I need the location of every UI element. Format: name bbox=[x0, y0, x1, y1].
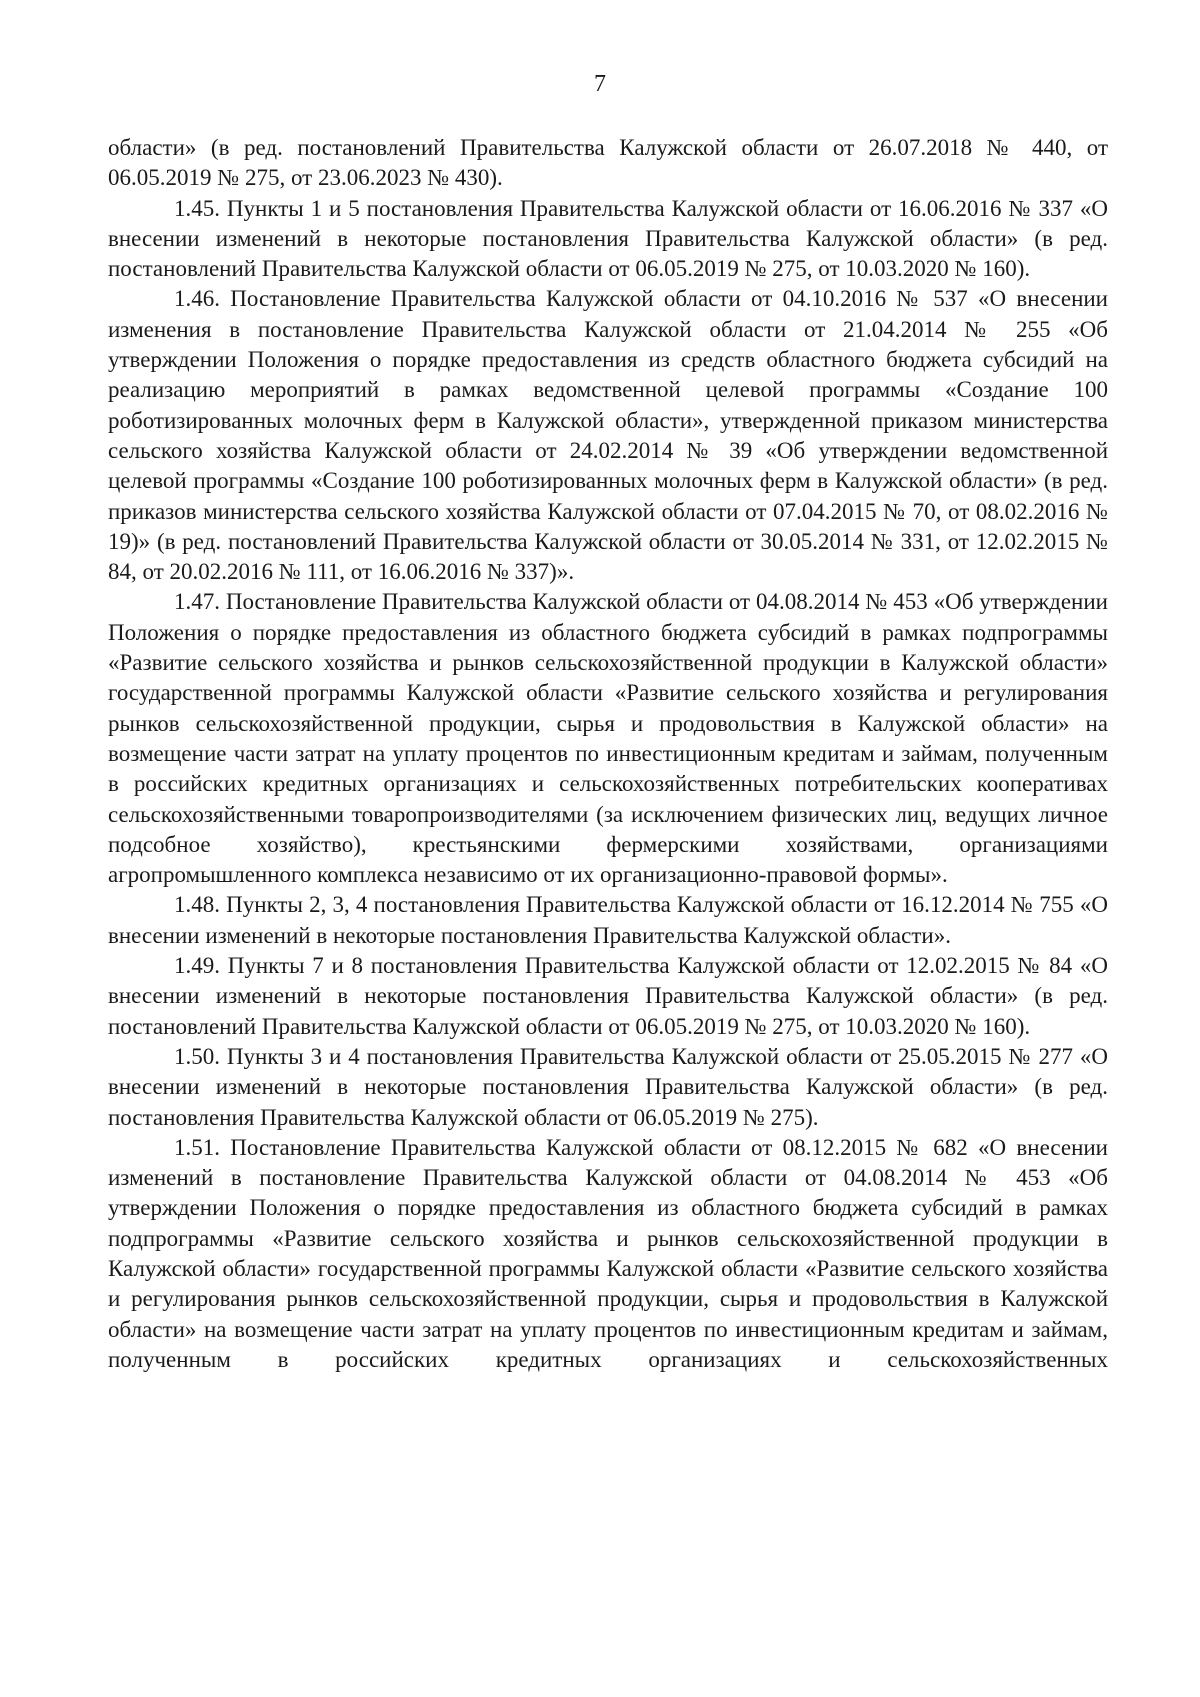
page-number: 7 bbox=[594, 71, 606, 97]
paragraph-1-47: 1.47. Постановление Правительства Калужской области от 04.08.2014 № 453 «Об утверждении Положения о порядке предоставления из областного бюджета субсидий в рамках подпрограммы «Развитие сельского хозяйства и рынков сельскохозяйственной продукции в Калужской области» государственной программы Калужской области «Развитие сельского хозяйства и регулирования рынков сельскохозяйственной продукции, сырья и продовольствия в Калужской области» на возмещение части затрат на уплату процентов по инвестиционным кредитам и займам, полученным в российских кредитных организациях и сельскохозяйственных потребительских кооперативах сельскохозяйственными товаропроизводителями (за исключением физических лиц, ведущих личное подсобное хозяйство), крестьянскими фермерскими хозяйствами, организациями агропромышленного комплекса независимо от их организационно-правовой формы». bbox=[108, 589, 1108, 888]
paragraph-1-48: 1.48. Пункты 2, 3, 4 постановления Правительства Калужской области от 16.12.2014 № 755 «О внесении изменений в некоторые постановления Правительства Калужской области». bbox=[108, 892, 1108, 948]
paragraph-continuation: области» (в ред. постановлений Правительства Калужской области от 26.07.2018 № 440, от 06.05.2019 № 275, от 23.06.2023 № 430). bbox=[108, 135, 1108, 191]
paragraph-1-46: 1.46. Постановление Правительства Калужской области от 04.10.2016 № 537 «О внесении изменения в постановление Правительства Калужской области от 21.04.2014 № 255 «Об утверждении Положения о порядке предоставления из средств областного бюджета субсидий на реализацию мероприятий в рамках ведомственной целевой программы «Создание 100 роботизированных молочных ферм в Калужской области», утвержденной приказом министерства сельского хозяйства Калужской области от 24.02.2014 № 39 «Об утверждении ведомственной целевой программы «Создание 100 роботизированных молочных ферм в Калужской области» (в ред. приказов министерства сельского хозяйства Калужской области от 07.04.2015 № 70, от 08.02.2016 № 19)» (в ред. постановлений Правительства Калужской области от 30.05.2014 № 331, от 12.02.2015 № 84, от 20.02.2016 № 111, от 16.06.2016 № 337)». bbox=[108, 286, 1108, 585]
paragraph-1-51: 1.51. Постановление Правительства Калужской области от 08.12.2015 № 682 «О внесении изменений в постановление Правительства Калужской области от 04.08.2014 № 453 «Об утверждении Положения о порядке предоставления из областного бюджета субсидий в рамках подпрограммы «Развитие сельского хозяйства и рынков сельскохозяйственной продукции в Калужской области» государственной программы Калужской области «Развитие сельского хозяйства и регулирования рынков сельскохозяйственной продукции, сырья и продовольствия в Калужской области» на возмещение части затрат на уплату процентов по инвестиционным кредитам и займам, полученным в российских кредитных организациях и сельскохозяйственных bbox=[108, 1134, 1108, 1372]
paragraph-1-49: 1.49. Пункты 7 и 8 постановления Правительства Калужской области от 12.02.2015 № 84 «О внесении изменений в некоторые постановления Правительства Калужской области» (в ред. постановлений Правительства Калужской области от 06.05.2019 № 275, от 10.03.2020 № 160). bbox=[108, 953, 1108, 1039]
paragraph-1-45: 1.45. Пункты 1 и 5 постановления Правительства Калужской области от 16.06.2016 № 337 «О внесении изменений в некоторые постановления Правительства Калужской области» (в ред. постановлений Правительства Калужской области от 06.05.2019 № 275, от 10.03.2020 № 160). bbox=[108, 195, 1108, 282]
paragraph-1-50: 1.50. Пункты 3 и 4 постановления Правительства Калужской области от 25.05.2015 № 277 «О внесении изменений в некоторые постановления Правительства Калужской области» (в ред. постановления Правительства Калужской области от 06.05.2019 № 275). bbox=[108, 1043, 1108, 1130]
document-body bbox=[108, 133, 1108, 1375]
